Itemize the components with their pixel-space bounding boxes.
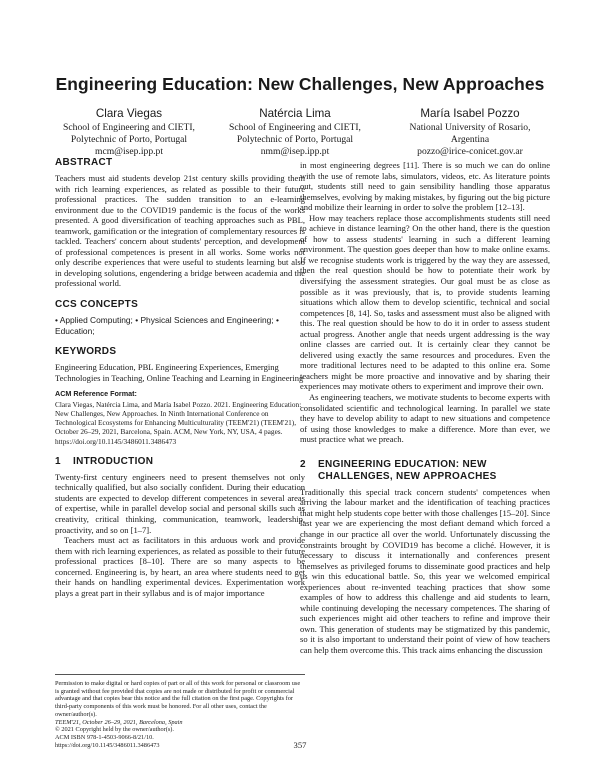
author-affiliation: Polytechnic of Porto, Portugal (70, 134, 188, 145)
author-email: nmm@isep.ipp.pt (260, 146, 330, 157)
section-1-heading (55, 456, 305, 468)
author-affiliation: Polytechnic of Porto, Portugal (236, 134, 354, 145)
ccs-text: • Applied Computing; • Physical Sciences and Engineering; • Education; (55, 315, 279, 336)
section-title: ENGINEERING EDUCATION: NEW CHALLENGES, NEW APPROACHES (318, 458, 497, 482)
abstract-heading: ABSTRACT (55, 157, 113, 168)
author-email: pozzo@irice-conicet.gov.ar (417, 146, 523, 157)
keywords-heading: KEYWORDS (55, 346, 117, 358)
permission-notice: Permission to make digital or hard copies of part or all of this work for personal or classroom use is granted without fee provided that copies are not made or distributed for profit or commercial advantage and that copies bear this notice and the full citation on the first page. Copyrights for third-party components of this work must be honored. For all other uses, contact the owner/author(s). (55, 680, 301, 718)
author-name: María Isabel Pozzo (420, 107, 520, 120)
isbn-line: ACM ISBN 978-1-4503-9066-8/21/10. (55, 733, 154, 741)
author-3 (384, 107, 556, 158)
author-2 (210, 107, 380, 158)
intro-paragraph-3: How may teachers replace those accomplishments students still need to achieve in distance learning? On the other hand, there is the question of how to assess students' learning in such a different learning environment. The question goes deeper than how to make online exams. If we recognise students work is triggered by the way they are assessed, then the real question should be how to potentiate their work by diversifying the assessment strategies. Our goal must be as close as possible as it was previously, that is, to provide students learning situations which allow them to develop scientific, technical and social competences [8, 14]. So, tasks and assessment must also be aligned with this. The real question should be how to do it in order to assess student actual progress. Another angle that needs urgent addressing is the way online classes are carried out. It is certainly clear they cannot be delivered using exactly the same resources and procedures. Even the more traditional lectures need to be adapted to this online era. Some teachers might be more proactive and innovative and by sharing their experiences may motivate others to experiment and improve their own. (300, 212, 550, 392)
section-2-paragraph-1: Traditionally this special track concern students' competences when arriving the labour market and the identification of teaching practices that might help students cope better with those challenges [15–20]. Since last year we are experiencing the most defiant demand which forced a change in our practice all over the world. Unfortunately discussing the constraints brought by COVID19 has become a cliché. However, it is necessary to discuss it internationally and conferences present themselves as privileged forums to disseminate good practices and help us win this educational battle. So, this year we welcomed empirical experiences about re-invented teaching practices that show some examples of how to address this challenge and aid students to learn, while continuing developing the necessary competences. The sharing of such experiences might aid other teachers to refine and improve their own. This generation of students may be stigmatized by this pandemic, so it is also important to understand their point of view of how teachers can help them overcome this. This track aims enhancing the discussion (300, 486, 550, 655)
right-column (300, 160, 550, 656)
acm-reference-text: Clara Viegas, Natércia Lima, and María Isabel Pozzo. 2021. Engineering Education: New Challenges, New Approaches. In Ninth International Conference on Technological Ecosystems for Enhancing Multiculturality (TEEM'21) (TEEM'21), October 26–29, 2021, Barcelona, Spain. ACM, New York, NY, USA, 4 pages. https://doi.org/10.1145/3486011.3486473 (55, 399, 302, 446)
keywords-text: Engineering Education, PBL Engineering Experiences, Emerging Technologies in Teaching, Online Teaching and Learning in Engineering (55, 362, 304, 383)
section-1-paragraph-1: Twenty-first century engineers need to present themselves not only technically qualified, but also socially confident. During their education students are expected to develop different competences in several areas of expertise, while in parallel develop social and personal skills such as creativity, critical thinking, communication, teamwork, leadership, proactivity, and so on [1–7]. (55, 471, 305, 535)
author-affiliation: Argentina (450, 134, 490, 145)
section-1-paragraph-2: Teachers must act as facilitators in this arduous work and provide them with rich learning experiences, as related as possible to their future professional practices [8–10]. There are so many aspects to be concerned. Engineering is, by heart, an area where students need to get their hands on handling experimental devices. Experimentation work plays a great part in their syllabus and is of major importance (55, 535, 305, 598)
author-affiliation: School of Engineering and CIETI, (63, 122, 195, 133)
ccs-heading: CCS CONCEPTS (55, 299, 139, 311)
acm-reference-heading: ACM Reference Format: (55, 389, 137, 399)
author-1 (44, 107, 214, 158)
author-affiliation: School of Engineering and CIETI, (229, 122, 361, 133)
section-number: 1 (55, 455, 61, 467)
copyright-footnote (55, 674, 305, 749)
doi-link[interactable]: https://doi.org/10.1145/3486011.3486473 (55, 741, 160, 749)
section-2-heading (300, 459, 550, 483)
intro-paragraph-4: As engineering teachers, we motivate students to become experts with consolidated scientific and technological learning. In parallel we state they have to develop ability to adapt to new situations and competence of using those knowledges to make a difference. More than ever, we must practice what we preach. (300, 392, 550, 445)
author-name: Clara Viegas (95, 107, 163, 120)
author-affiliation: National University of Rosario, (409, 122, 531, 133)
section-number: 2 (300, 458, 306, 470)
page-number: 357 (293, 740, 307, 750)
conference-line: TEEM'21, October 26–29, 2021, Barcelona, Spain (55, 718, 183, 726)
section-title: INTRODUCTION (73, 455, 154, 467)
abstract-text: Teachers must aid students develop 21st century skills providing them with rich learning experiences, as related as possible to their future professional practices. The sudden transition to an e-learning environment due to the COVID19 pandemic is the focus of the works presented. A good diversification of teaching approaches such as PBL, teamwork, gamification or the integration of complementary resources is tackled. Teachers' concern about students' perception, and development of professional competences is present in all works. Some works not only describe experiences that were useful to students learning but also in developing solutions, engendering a bridge between academia and the professional world. (55, 173, 305, 289)
left-column (55, 157, 305, 598)
author-name: Natércia Lima (259, 107, 331, 120)
copyright-line: © 2021 Copyright held by the owner/author(s). (55, 726, 174, 734)
intro-continuation-paragraph: in most engineering degrees [11]. There is so much we can do online with the use of remote labs, simulators, videos, etc. As literature points out, students still need to gain sensibility handling those apparatus themselves, evolving by making mistakes, by figuring out the big picture and mobilize their learning in order to solve the problem [12–13]. (300, 160, 550, 213)
author-email: mcm@isep.ipp.pt (95, 146, 163, 157)
paper-title: Engineering Education: New Challenges, New Approaches (55, 74, 545, 94)
